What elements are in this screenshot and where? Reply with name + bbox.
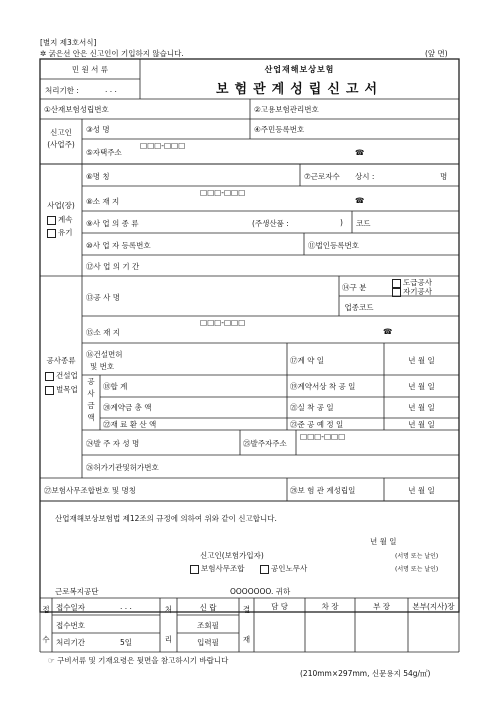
- footer-note: ☞ 구비서류 및 기재요령은 뒷면을 참고하시기 바랍니다: [48, 656, 229, 665]
- reporter-label: 신고인(보험가입자): [200, 551, 264, 560]
- processing-period-value: 5일: [120, 638, 133, 647]
- option-labor-attorney[interactable]: 공인노무사: [260, 563, 307, 574]
- option-logging[interactable]: 벌목업: [45, 384, 78, 395]
- establishment-ymd: 년 월 일: [408, 486, 435, 495]
- field-permit-no: ㉖허가기관및허가번호: [86, 463, 159, 472]
- field-employment-insurance-no: ②고용보험관리번호: [254, 105, 319, 114]
- field-business-type: ⑨사 업 의 종 류: [86, 219, 139, 228]
- field-actual-start-date: ㉑실 착 공 일: [290, 403, 334, 412]
- field-completion-date: ㉓준 공 예 정 일: [290, 420, 344, 429]
- form-title: 보험관계성립신고서: [215, 82, 384, 97]
- field-name: ③성 명: [86, 125, 110, 134]
- addressee-org: 근로복지공단: [55, 587, 99, 596]
- receipt-col-b: 수: [42, 635, 50, 644]
- checkbox-icon[interactable]: [45, 386, 54, 395]
- field-total: ⑱합 계: [103, 382, 128, 391]
- checkbox-icon[interactable]: [47, 216, 56, 225]
- option-insurance-office[interactable]: 보험사무조합: [190, 563, 244, 574]
- option-continuous[interactable]: 계속: [47, 214, 73, 225]
- option-fixed-term[interactable]: 유기: [47, 227, 73, 238]
- deadline-dots: . . .: [105, 85, 117, 94]
- option-contract-work[interactable]: 도급공사: [392, 277, 432, 288]
- phone-icon: ☎: [355, 196, 365, 205]
- field-industrial-insurance-no: ①산재보험성립번호: [44, 105, 109, 114]
- checkbox-icon[interactable]: [260, 565, 269, 574]
- checkbox-icon[interactable]: [190, 565, 199, 574]
- field-construction-location: ⑮소 재 지: [86, 328, 121, 337]
- phone-icon: ☎: [383, 327, 393, 336]
- receipt-date-label: 접수일자: [56, 603, 85, 612]
- completion-ymd: 년 월 일: [408, 420, 435, 429]
- actual-start-ymd: 년 월 일: [408, 403, 435, 412]
- field-business-period: ⑫사 업 의 기 간: [86, 262, 140, 271]
- process-col-a: 처: [164, 605, 173, 614]
- field-orderer-name: ㉔발 주 자 성 명: [86, 439, 140, 448]
- deadline-label: 처리기한 :: [45, 86, 79, 95]
- approval-col-a: 결: [242, 605, 251, 614]
- field-insurance-office: ㉗보험사무조합번호 및 명칭: [44, 486, 136, 495]
- zip-boxes: □□□-□□□: [200, 188, 246, 197]
- field-contract-amount: ⑳계약금 총 액: [103, 403, 152, 412]
- main-product-close: ): [340, 218, 343, 227]
- declaration-text: 산업재해보상보험법 제12조의 규정에 의하여 위와 같이 신고합니다.: [55, 514, 277, 523]
- checkbox-icon[interactable]: [392, 288, 401, 297]
- approval-deputy: 차 장: [321, 602, 339, 611]
- sign-note-2: (서명 또는 날인): [395, 566, 439, 573]
- group-business: 사업(장): [47, 201, 75, 210]
- field-license-a: ⑯건설면허: [86, 350, 123, 359]
- field-establishment-date: ㉘보 험 관 계성립일: [290, 486, 356, 495]
- field-construction-name: ⑬공 사 명: [86, 293, 121, 302]
- sign-note-1: (서명 또는 날인): [395, 553, 439, 560]
- field-industry-code: 업종코드: [344, 303, 374, 312]
- checkbox-icon[interactable]: [47, 229, 56, 238]
- zip-boxes: □□□-□□□: [300, 432, 346, 441]
- main-product: (주생산품 :: [252, 219, 289, 228]
- zip-boxes: □□□-□□□: [140, 141, 186, 150]
- field-code: 코드: [356, 219, 371, 228]
- group-reporter: 신고인 (사업주): [47, 128, 75, 149]
- page-side: (앞 면): [425, 49, 448, 58]
- process-col-b: 리: [164, 635, 173, 644]
- worker-count-regular: 상시 :: [355, 172, 375, 181]
- receipt-date-dots: . . .: [120, 602, 132, 611]
- receipt-no-label: 접수번호: [56, 621, 85, 630]
- form-subtitle: 산업재해보상보험: [264, 65, 335, 74]
- approval-manager: 부 장: [373, 602, 390, 611]
- receipt-col-a: 접: [42, 605, 50, 614]
- field-worker-count: ⑦근로자수: [304, 172, 340, 181]
- option-self-work[interactable]: 자기공사: [392, 286, 432, 297]
- field-business-reg-no: ⑩사 업 자 등록번호: [86, 241, 151, 250]
- approval-head: 본부(지사)장: [412, 602, 455, 611]
- zip-boxes: □□□-□□□: [200, 318, 246, 327]
- contract-start-ymd: 년 월 일: [408, 382, 435, 391]
- field-license-b: 및 번호: [90, 362, 115, 371]
- addressee-branch: OOOOOOO. 귀하: [230, 587, 291, 596]
- approval-staff: 담 당: [271, 602, 288, 611]
- worker-count-unit: 명: [440, 172, 448, 181]
- process-entered: 입력필: [197, 638, 219, 647]
- group-construction-amount: 공 사 금 액: [87, 377, 95, 422]
- field-resident-no: ④주민등록번호: [254, 125, 305, 134]
- field-material-amount: ㉒재 료 환 산 액: [103, 420, 157, 429]
- processing-period-label: 처리기간: [56, 638, 85, 647]
- paper-size: (210mm×297mm, 신문용지 54g/㎡): [300, 669, 431, 678]
- field-corporate-reg-no: ⑪법인등록번호: [308, 241, 359, 250]
- approval-col-b: 재: [242, 635, 251, 644]
- field-division: ⑭구 분: [342, 283, 367, 292]
- field-contract-date: ⑰계 약 일: [290, 356, 325, 365]
- group-construction-type: 공사종류: [46, 356, 76, 365]
- field-orderer-address: ㉕발주자주소: [243, 439, 287, 448]
- field-business-name: ⑥명 칭: [86, 172, 110, 181]
- receipt-label: 민 원 서 류: [71, 65, 109, 74]
- contract-date-ymd: 년 월 일: [408, 356, 435, 365]
- form-number: [별지 제3호서식]: [40, 38, 97, 47]
- notice-text: ✲ 굵은선 안은 신고인이 기입하지 않습니다.: [40, 49, 184, 58]
- declaration-date: 년 월 일: [370, 537, 397, 546]
- field-home-address: ⑤자택주소: [86, 148, 122, 157]
- field-contract-start-date: ⑲계약서상 착 공 일: [290, 382, 356, 391]
- process-received: 신 랍: [199, 603, 217, 612]
- option-construction[interactable]: 건설업: [45, 370, 78, 381]
- process-checked: 조회필: [197, 621, 219, 630]
- phone-icon: ☎: [355, 148, 365, 157]
- field-business-location: ⑧소 재 지: [86, 197, 120, 206]
- checkbox-icon[interactable]: [45, 372, 54, 381]
